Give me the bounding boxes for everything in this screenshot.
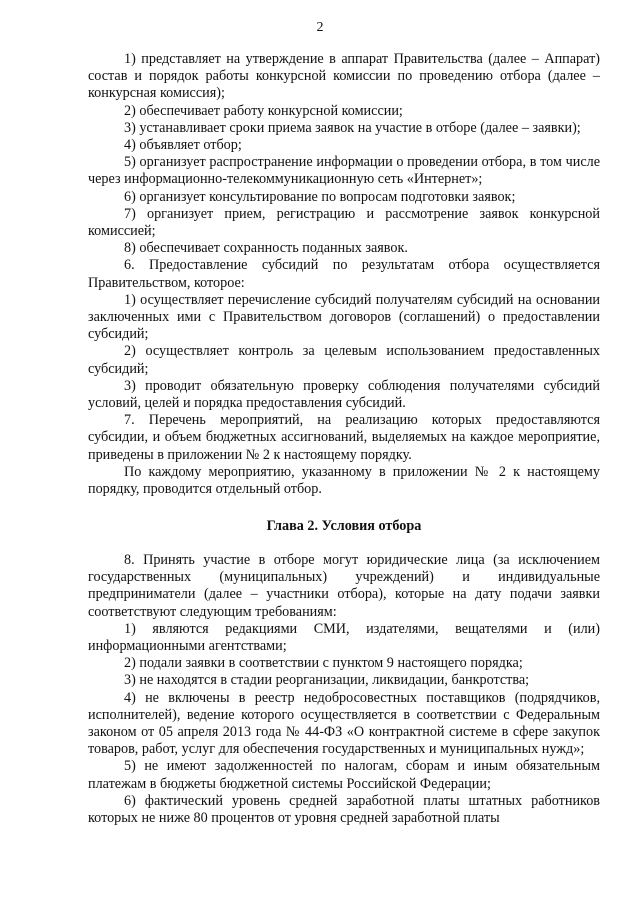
- paragraph: 7. Перечень мероприятий, на реализацию которых предоставляются субсидии, и объем бюджетных ассигнований, выделяемых на каждое мероприятие, приведены в приложении № 2 к настоящему порядку.: [88, 412, 600, 463]
- page-number: 2: [316, 20, 324, 35]
- paragraph: 5) организует распространение информации о проведении отбора, в том числе через информационно-телекоммуникационную сеть «Интернет»;: [88, 154, 600, 188]
- paragraph: 1) представляет на утверждение в аппарат Правительства (далее – Аппарат) состав и порядок работы конкурсной комиссии по проведению отбора (далее – конкурсная комиссия);: [88, 51, 600, 102]
- paragraph: 2) подали заявки в соответствии с пунктом 9 настоящего порядка;: [124, 655, 523, 672]
- paragraph: 2) осуществляет контроль за целевым использованием предоставленных субсидий;: [88, 343, 600, 377]
- document-body-top: [88, 51, 600, 498]
- paragraph: По каждому мероприятию, указанному в приложении № 2 к настоящему порядку, проводится отдельный отбор.: [88, 463, 600, 498]
- paragraph: 2) обеспечивает работу конкурсной комиссии;: [124, 102, 403, 119]
- paragraph: 6) фактический уровень средней заработной платы штатных работников которых не ниже 80 процентов от уровня средней заработной платы: [88, 792, 600, 827]
- paragraph: 8) обеспечивает сохранность поданных заявок.: [124, 240, 408, 257]
- paragraph: 1) осуществляет перечисление субсидий получателям субсидий на основании заключенных ими с Правительством договоров (соглашений) о предоставлении субсидий;: [88, 291, 600, 343]
- paragraph: 6) организует консультирование по вопросам подготовки заявок;: [124, 188, 516, 205]
- paragraph: 7) организует прием, регистрацию и рассмотрение заявок конкурсной комиссией;: [88, 205, 600, 240]
- document-body-bottom: [88, 552, 600, 827]
- paragraph: 3) не находятся в стадии реорганизации, ликвидации, банкротства;: [124, 672, 530, 689]
- paragraph: 8. Принять участие в отборе могут юридические лица (за исключением государственных (муниципальных) учреждений) и индивидуальные предприниматели (далее – участники отбора), которые на дату подачи заявки соответствуют следующим требованиям:: [88, 552, 600, 620]
- chapter-heading: Глава 2. Условия отбора: [266, 518, 422, 534]
- paragraph: 3) проводит обязательную проверку соблюдения получателями субсидий условий, целей и порядка предоставления субсидий.: [88, 377, 600, 412]
- paragraph: 6. Предоставление субсидий по результатам отбора осуществляется Правительством, которое:: [88, 257, 600, 291]
- paragraph: 4) не включены в реестр недобросовестных поставщиков (подрядчиков, исполнителей), ведение которого осуществляется в соответствии с Федеральным законом от 05 апреля 2013 года № 44-ФЗ «О контрактной системе в сфере закупок товаров, работ, услуг для обеспечения государственных и муниципальных нужд»;: [88, 689, 600, 758]
- paragraph: 3) устанавливает сроки приема заявок на участие в отборе (далее – заявки);: [124, 119, 581, 136]
- paragraph: 5) не имеют задолженностей по налогам, сборам и иным обязательным платежам в бюджеты бюджетной системы Российской Федерации;: [88, 758, 600, 792]
- paragraph: 1) являются редакциями СМИ, издателями, вещателями и (или) информационными агентствами;: [88, 620, 600, 655]
- paragraph: 4) объявляет отбор;: [124, 137, 242, 154]
